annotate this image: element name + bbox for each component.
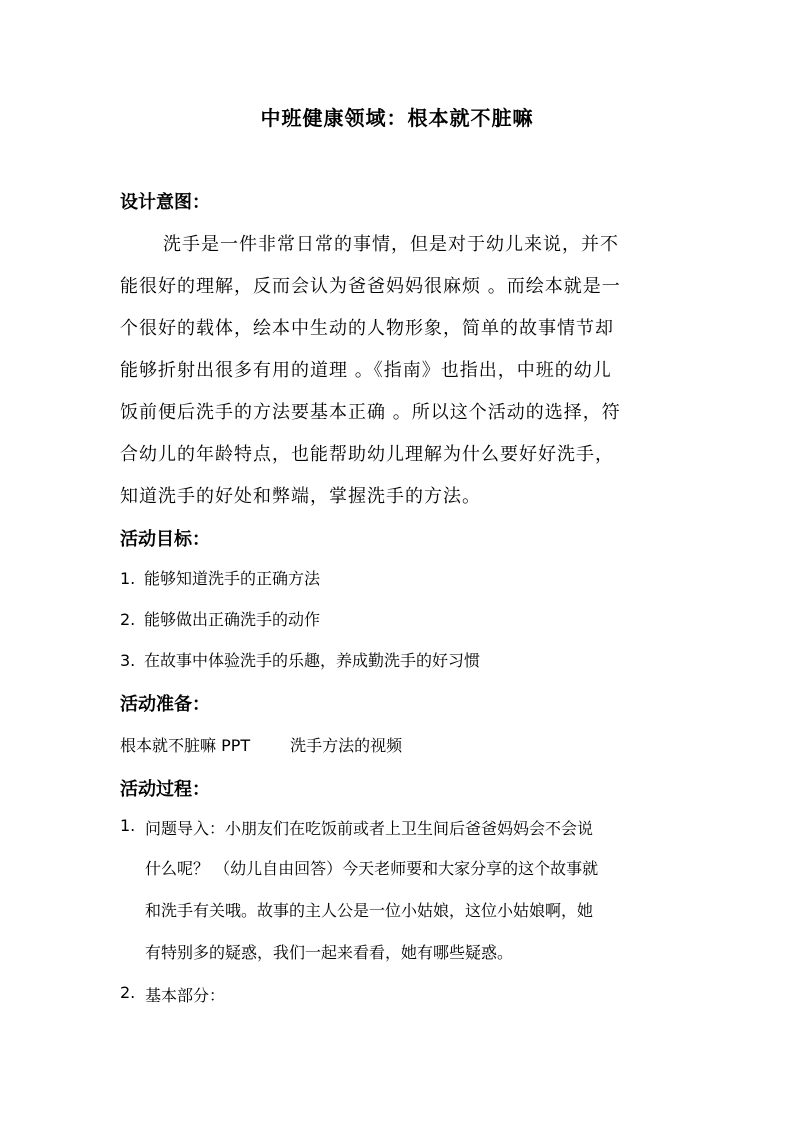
goal-item	[120, 607, 320, 630]
step-line: 什么呢？ （幼儿自由回答）今天老师要和大家分享的这个故事就	[145, 859, 599, 878]
goal-number: 1.	[120, 569, 136, 588]
design-line: 个很好的载体，绘本中生动的人物形象，简单的故事情节却	[120, 318, 614, 339]
prep-items	[120, 733, 402, 756]
step-line: 有特别多的疑惑，我们一起来看看，她有哪些疑惑。	[145, 943, 514, 962]
step-line: 和洗手有关哦。故事的主人公是一位小姑娘，这位小姑娘啊，她	[145, 901, 594, 920]
goal-text: 能够知道洗手的正确方法	[144, 569, 321, 588]
document-title: 中班健康领域：根本就不脏嘛	[260, 106, 534, 130]
goal-number: 3.	[120, 651, 136, 670]
step-line: 问题导入：小朋友们在吃饭前或者上卫生间后爸爸妈妈会不会说	[145, 819, 594, 838]
goal-item	[120, 648, 480, 671]
process-heading: 活动过程：	[120, 779, 210, 800]
design-heading: 设计意图：	[120, 192, 210, 213]
step-number: 2.	[120, 983, 136, 1002]
design-line: 能够折射出很多有用的道理 。《指南》也指出，中班的幼儿	[120, 360, 612, 381]
design-line: 饭前便后洗手的方法要基本正确 。所以这个活动的选择，符	[120, 402, 621, 423]
prep-heading: 活动准备：	[120, 694, 210, 715]
design-line: 知道洗手的好处和弊端，掌握洗手的方法。	[120, 486, 481, 507]
prep-item-video: 洗手方法的视频	[290, 736, 403, 755]
goals-heading: 活动目标：	[120, 529, 210, 550]
step-text: 基本部分：	[145, 986, 226, 1005]
design-line: 合幼儿的年龄特点，也能帮助幼儿理解为什么要好好洗手，	[120, 444, 614, 465]
goal-item	[120, 566, 320, 589]
design-line: 洗手是一件非常日常的事情，但是对于幼儿来说，并不	[163, 234, 619, 255]
prep-item-ppt: 根本就不脏嘛 PPT	[120, 736, 251, 755]
design-line: 能很好的理解，反而会认为爸爸妈妈很麻烦 。而绘本就是一	[120, 276, 621, 297]
goal-number: 2.	[120, 610, 136, 629]
goal-text: 能够做出正确洗手的动作	[144, 610, 321, 629]
goal-text: 在故事中体验洗手的乐趣，养成勤洗手的好习惯	[144, 651, 481, 670]
step-number: 1.	[120, 816, 136, 835]
